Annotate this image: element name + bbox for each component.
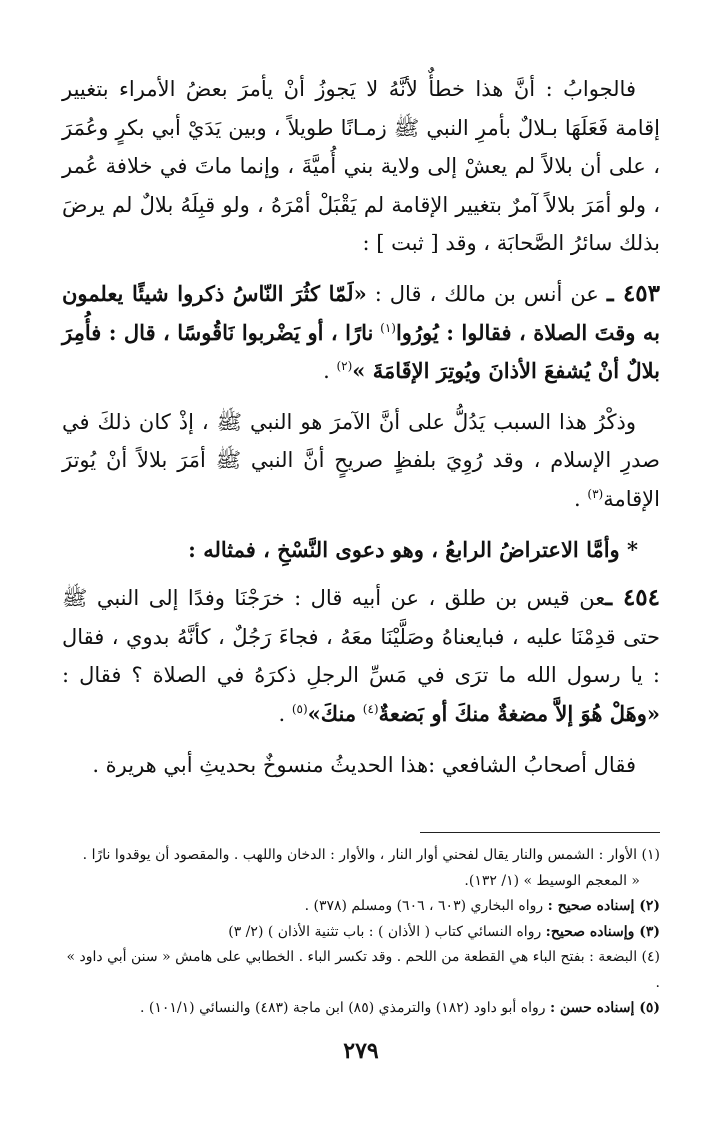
footnote-4-text: (٤) البضعة : بفتح الباء هي القطعة من اللحم . وقد تكسر الباء . الخطابي على هامش « سنن أبي داود » .: [66, 949, 660, 991]
footnote-5-label: (٥) إسناده حسن :: [549, 1000, 660, 1016]
footnote-2-text: رواه البخاري (٦٠٣ ، ٦٠٦) ومسلم (٣٧٨) .: [304, 898, 544, 914]
hadith-453-text-b: نارًا ، أو يَضْربوا نَاقُوسًا ، قال : فأُمِرَ بلالٌ أنْ يُشفعَ الأذانَ ويُوتِرَ الإقَامَةَ »: [62, 319, 660, 384]
paragraph-reason: [62, 403, 660, 519]
paragraph-answer: [62, 70, 660, 263]
hadith-454-number: ٤٥٤ ـ: [605, 584, 660, 612]
footnote-ref-2[interactable]: (٢): [336, 359, 353, 374]
paragraph-reason-end: .: [574, 486, 581, 511]
footnote-divider: [420, 832, 660, 833]
hadith-453-intro: عن أنس بن مالك ، قال :: [374, 281, 599, 306]
footnote-ref-1[interactable]: (١): [380, 320, 396, 335]
footnote-ref-4[interactable]: (٤): [362, 701, 379, 716]
section-heading: * وأمَّا الاعتراضُ الرابعُ ، وهو دعوى النَّسْخِ ، فمثاله :: [188, 536, 638, 562]
footnote-1-source: [62, 869, 660, 895]
hadith-454-text: عن قيس بن طلق ، عن أبيه قال : خرَجْنَا وفدًا إلى النبي ﷺ حتى قدِمْنَا عليه ، فبايعناهُ وصَلَّيْنَا معَهُ ، فجاءَ رَجُلٌ ، كأنَّهُ بدوي ، فقال : يا رسول الله ما ترَى في مَسِّ الرجلِ ذكرَهُ في الصلاة ؟ فقال :: [62, 586, 660, 688]
footnote-3-label: (٣) وإسناده صحيح:: [545, 923, 660, 940]
paragraph-shafii-text: فقال أصحابُ الشافعي :هذا الحديثُ منسوخٌ بحديثِ أبي هريرة .: [92, 752, 636, 777]
hadith-454: [62, 579, 660, 733]
footnote-1-source-text: « المعجم الوسيط » (١/ ١٣٢).: [464, 872, 640, 889]
footnotes: [62, 843, 660, 1022]
footnote-3: [62, 920, 660, 946]
main-text: [62, 70, 660, 796]
hadith-454-end: .: [278, 701, 286, 726]
footnote-2-label: (٢) إسناده صحيح :: [547, 898, 660, 914]
footnote-5: [62, 996, 660, 1022]
footnote-1-text: (١) الأوار : الشمس والنار يقال لفحني أوار النار ، والأوار : الدخان واللهب . والمقصود أن يوقدوا نارًا .: [82, 847, 660, 863]
paragraph-reason-text: وذكْرُ هذا السبب يَدُلُّ على أنَّ الآمرَ هو النبي ﷺ ، إذْ كان ذلكَ في صدرِ الإسلام ، وقد رُوِيَ بلفظٍ صريحٍ أنَّ النبي ﷺ أمَرَ بلالاً أنْ يُوترَ الإقامة: [62, 409, 660, 511]
hadith-454-quote: «وهَلْ هُوَ إلاَّ مضغةٌ منكَ أو بَضعةٌ: [378, 700, 660, 726]
paragraph-answer-text: فالجوابُ : أنَّ هذا خطأٌ لأنَّهُ لا يَجوزُ أنْ يأمرَ بعضُ الأمراء بتغيير إقامة فَعَلَهَا بـلالٌ بأمرِ النبي ﷺ زمـانًا طويلاً ، وبين يَدَيْ أبي بكرٍ وعُمَرَ ، على أن بلالاً لم يعشْ إلى ولاية بني أُميَّةَ ، وإنما ماتَ في خلافة عُمر ، ولو أمَرَ بلالاً آمرٌ بتغيير الإقامة لم يَقْبَلْ أمْرَهُ ، ولو قبِلَهُ بلالٌ لم يرضَ بذلك سائرُ الصَّحابَة ، وقد [ ثبت ] :: [62, 77, 660, 256]
page-number: ٢٧٩: [343, 1038, 379, 1064]
footnote-2: [62, 894, 660, 920]
footnote-5-text: رواه أبو داود (١٨٢) والترمذي (٨٥) ابن ماجة (٤٨٣) والنسائي (١٠١/١) .: [139, 1000, 546, 1016]
footnote-1: [62, 843, 660, 869]
paragraph-shafii: [62, 746, 660, 785]
footnote-4: [62, 945, 660, 996]
hadith-453-number: ٤٥٣ ـ: [606, 279, 660, 307]
hadith-453-text-a: «لَمّا كثُرَ النّاسُ ذكروا شيئًا يعلمون به وقتَ الصلاة ، فقالوا : يُورُوا: [62, 280, 660, 345]
footnote-ref-3[interactable]: (٣): [587, 486, 604, 501]
footnote-ref-5[interactable]: (٥): [291, 701, 308, 716]
hadith-453-end: .: [323, 359, 330, 384]
hadith-453: [62, 275, 660, 391]
hadith-454-quote-end: منكَ»: [307, 700, 357, 726]
footnote-3-text: رواه النسائي كتاب ( الأذان ) : باب تثنية الأذان ) (٢/ ٣): [228, 923, 542, 940]
